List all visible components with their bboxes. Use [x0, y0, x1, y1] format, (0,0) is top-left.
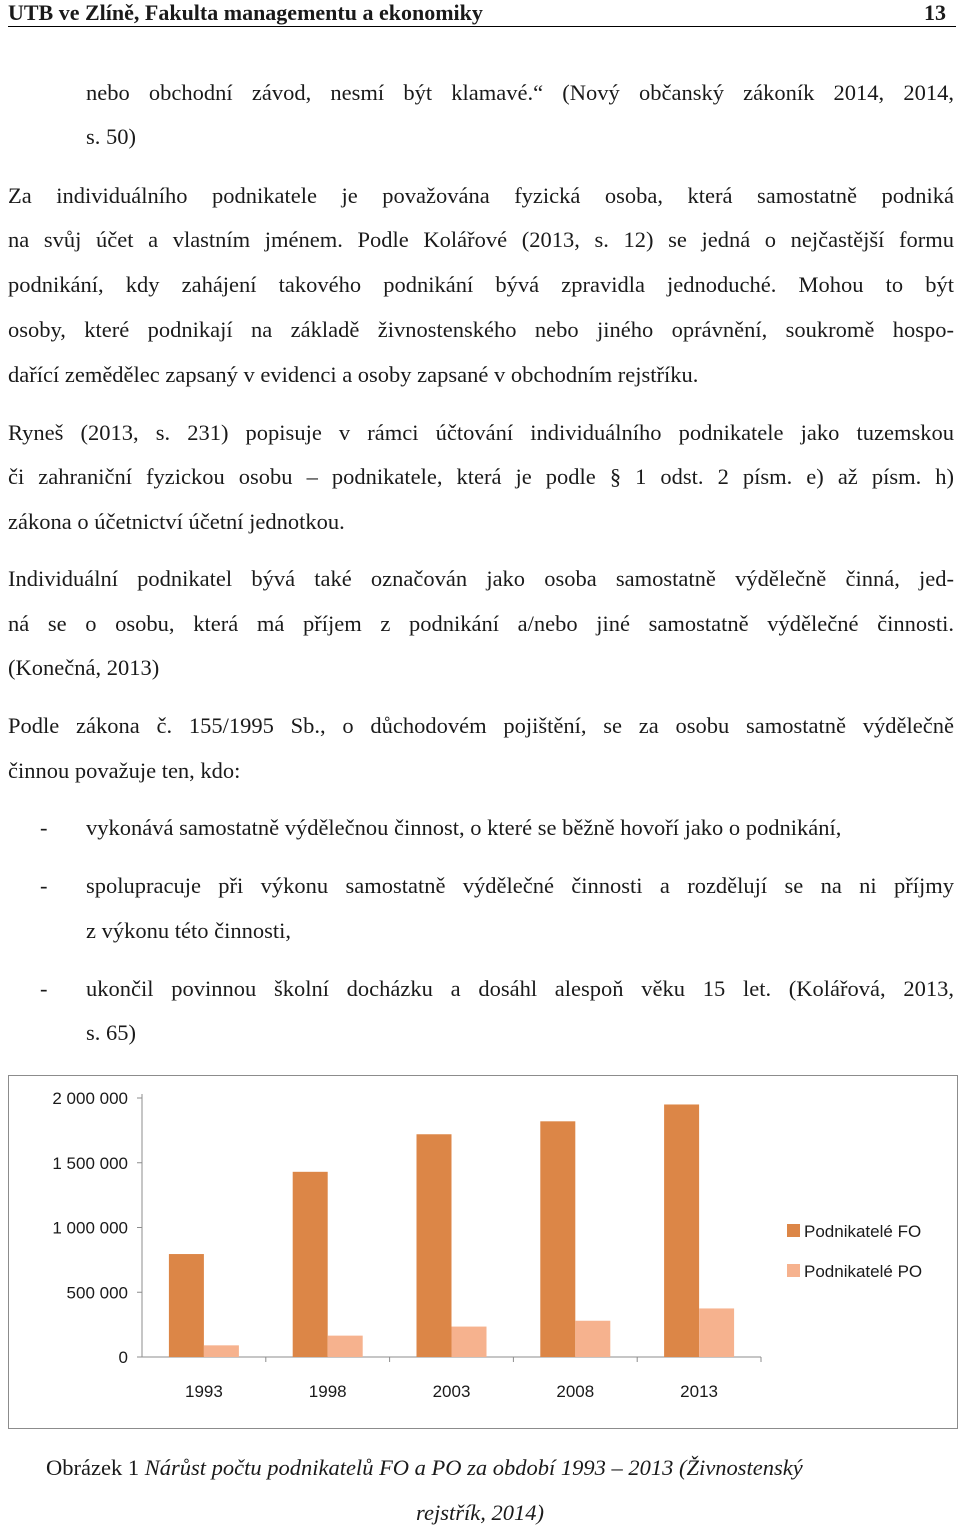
list-bullet: - [40, 815, 48, 840]
bar-fo-2013 [664, 1104, 699, 1357]
paragraph-line: činnou považuje ten, kdo: [8, 758, 241, 783]
bar-po-1993 [204, 1345, 239, 1357]
paragraph-line: zákona o účetnictví účetní jednotkou. [8, 509, 345, 534]
paragraph-line: podnikání, kdy zahájení takového podnikání bývá zpravidla jednoduché. Mohou to být [8, 272, 954, 297]
legend-label: Podnikatelé FO [804, 1222, 922, 1241]
legend-swatch [787, 1264, 800, 1277]
paragraph-line: dařící zemědělec zapsaný v evidenci a osoby zapsané v obchodním rejstříku. [8, 362, 699, 387]
paragraph-line: Individuální podnikatel bývá také označován jako osoba samostatně výdělečně činná, jed- [8, 566, 954, 591]
bar-fo-2003 [417, 1134, 452, 1357]
x-tick-label: 1993 [184, 1382, 223, 1401]
y-tick-label: 500 000 [66, 1283, 128, 1303]
paragraph-line: na svůj účet a vlastním jménem. Podle Kolářové (2013, s. 12) se jedná o nejčastější formu [8, 227, 954, 252]
y-tick-label: 0 [118, 1348, 128, 1367]
list-item: vykonává samostatně výdělečnou činnost, o které se běžně hovoří jako o podnikání, [86, 815, 842, 840]
x-tick-label: 2013 [680, 1382, 719, 1401]
x-tick-label: 2008 [556, 1382, 595, 1401]
bar-po-2008 [575, 1321, 610, 1357]
paragraph-line: nebo obchodní závod, nesmí být klamavé.“ (Nový občanský zákoník 2014, 2014, [86, 80, 954, 105]
paragraph-line: osoby, které podnikají na základě živnostenského nebo jiného oprávnění, soukromě hospo- [8, 317, 954, 342]
caption-prefix: Obrázek 1 [46, 1455, 145, 1480]
y-tick-label: 2 000 000 [52, 1089, 128, 1108]
figure-caption-cont: rejstřík, 2014) [416, 1500, 544, 1525]
bar-fo-1993 [169, 1254, 204, 1357]
bar-chart-figure [8, 1075, 958, 1429]
bar-po-1998 [328, 1336, 363, 1357]
y-tick-label: 1 000 000 [52, 1218, 128, 1238]
paragraph-line: Podle zákona č. 155/1995 Sb., o důchodovém pojištění, se za osobu samostatně výdělečně [8, 713, 954, 738]
legend-swatch [787, 1224, 800, 1237]
header-institution: UTB ve Zlíně, Fakulta managementu a ekonomiky [8, 0, 483, 25]
bar-fo-2008 [540, 1121, 575, 1357]
list-bullet: - [40, 873, 48, 898]
caption-title: Nárůst počtu podnikatelů FO a PO za období 1993 – 2013 (Živnostenský [144, 1455, 803, 1480]
paragraph-line: (Konečná, 2013) [8, 655, 160, 680]
list-item-cont: s. 65) [86, 1020, 136, 1045]
y-tick-label: 1 500 000 [52, 1153, 128, 1173]
bar-po-2013 [699, 1308, 734, 1357]
page-header [8, 0, 956, 27]
page-number: 13 [924, 0, 946, 25]
list-item: ukončil povinnou školní docházku a dosáhl alespoň věku 15 let. (Kolářová, 2013, [86, 976, 954, 1001]
paragraph-line: ná se o osobu, která má příjem z podnikání a/nebo jiné samostatně výdělečné činnosti. [8, 611, 954, 636]
list-item: spolupracuje při výkonu samostatně výdělečné činnosti a rozdělují se na ni příjmy [86, 873, 954, 898]
bar-chart [9, 1076, 957, 1428]
list-bullet: - [40, 976, 48, 1001]
figure-caption [46, 1455, 803, 1481]
paragraph-line: Ryneš (2013, s. 231) popisuje v rámci účtování individuálního podnikatele jako tuzemskou [8, 420, 954, 445]
bar-po-2003 [452, 1327, 487, 1357]
x-tick-label: 2003 [432, 1382, 471, 1401]
paragraph-line: Za individuálního podnikatele je považována fyzická osoba, která samostatně podniká [8, 183, 954, 208]
x-tick-label: 1998 [308, 1382, 347, 1401]
bar-fo-1998 [293, 1172, 328, 1357]
paragraph-line: či zahraniční fyzickou osobu – podnikatele, která je podle § 1 odst. 2 písm. e) až písm. h) [8, 464, 954, 489]
list-item-cont: z výkonu této činnosti, [86, 918, 291, 943]
paragraph-line: s. 50) [86, 124, 136, 149]
legend-label: Podnikatelé PO [804, 1262, 923, 1281]
